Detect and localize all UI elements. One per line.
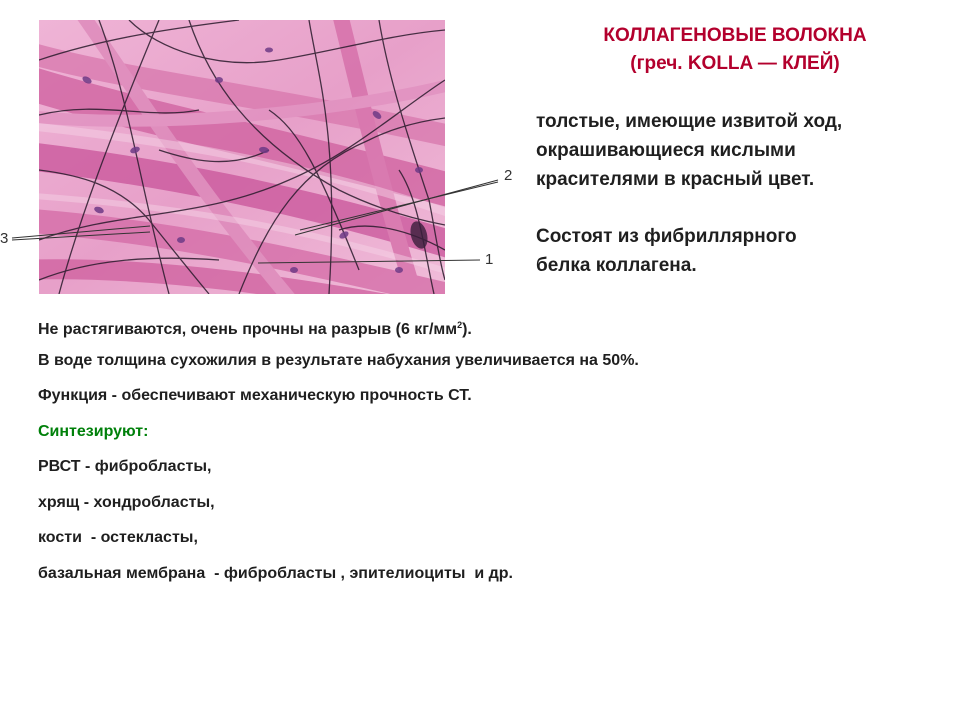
- fact-tensile-strength: [38, 314, 938, 350]
- description-line: красителями в красный цвет.: [536, 169, 815, 190]
- fact-basement-membrane: базальная мембрана - фибробласты , эпителиоциты и др.: [38, 564, 513, 582]
- callout-label-3: 3: [0, 230, 9, 247]
- title-line-2: (греч. KOLLA — КЛЕЙ): [630, 53, 840, 74]
- fact-cartilage: хрящ - хондробласты,: [38, 493, 215, 511]
- description-line: толстые, имеющие извитой ход,: [536, 111, 843, 132]
- title-line-1: КОЛЛАГЕНОВЫЕ ВОЛОКНА: [603, 25, 867, 46]
- description-line: Состоят из фибриллярного: [536, 226, 797, 247]
- fact-rvst: РВСТ - фибробласты,: [38, 458, 212, 475]
- fact-bones: кости - остекласты,: [38, 529, 198, 546]
- facts-list: [38, 314, 938, 598]
- fact-superscript: 2: [457, 320, 463, 330]
- description-paragraph-2: [536, 222, 956, 280]
- fact-synthesize-heading: Синтезируют:: [38, 422, 149, 440]
- fact-text: Не растягиваются, очень прочны на разрыв (6 кг/мм: [38, 321, 458, 338]
- slide-title: [540, 22, 930, 78]
- callout-label-1: 1: [485, 251, 494, 268]
- fact-swelling: В воде толщина сухожилия в результате набухания увеличивается на 50%.: [38, 351, 639, 369]
- description-paragraph-1: [536, 107, 956, 194]
- fact-text-end: ).: [462, 321, 472, 338]
- description-line: белка коллагена.: [536, 255, 697, 276]
- callout-label-2: 2: [504, 167, 513, 184]
- description-line: окрашивающиеся кислыми: [536, 140, 796, 161]
- fact-function: Функция - обеспечивают механическую прочность СТ.: [38, 387, 472, 404]
